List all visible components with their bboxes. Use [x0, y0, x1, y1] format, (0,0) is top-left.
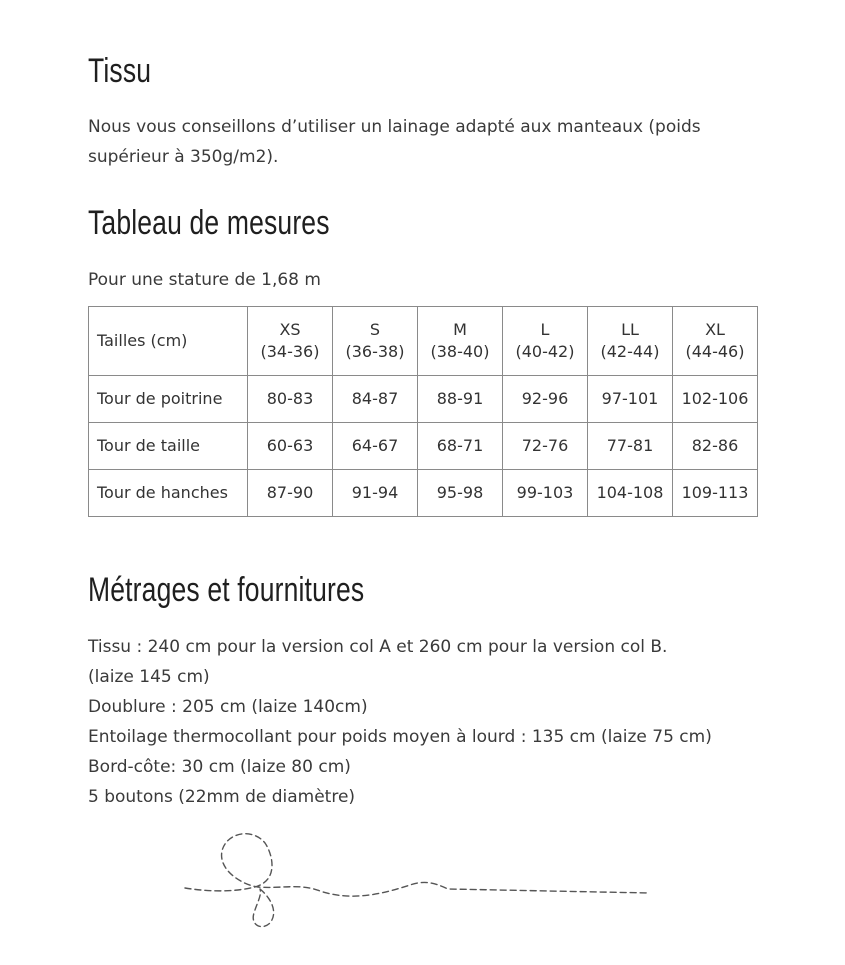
tableau-subtitle: Pour une stature de 1,68 m	[88, 270, 321, 290]
table-cell: 95-98	[418, 470, 503, 517]
table-cell: 60-63	[248, 423, 333, 470]
table-cell: 99-103	[503, 470, 588, 517]
table-cell: 72-76	[503, 423, 588, 470]
table-cell: 97-101	[588, 376, 673, 423]
size-header-xs	[248, 307, 333, 376]
table-cell: 80-83	[248, 376, 333, 423]
size-header-l	[503, 307, 588, 376]
row-label: Tour de taille	[89, 423, 248, 470]
table-row-poitrine	[89, 376, 758, 423]
size-name: M	[453, 320, 467, 339]
size-range: (42-44)	[600, 342, 660, 361]
row-label: Tour de hanches	[89, 470, 248, 517]
size-table-header-label: Tailles (cm)	[89, 307, 248, 376]
tissu-title: Tissu	[88, 52, 152, 90]
size-header-s	[333, 307, 418, 376]
table-cell: 77-81	[588, 423, 673, 470]
size-header-ll	[588, 307, 673, 376]
size-name: L	[540, 320, 550, 339]
size-table	[88, 306, 758, 517]
table-cell: 104-108	[588, 470, 673, 517]
tissu-description	[88, 112, 701, 172]
size-header-xl	[673, 307, 758, 376]
size-header-m	[418, 307, 503, 376]
table-row-hanches	[89, 470, 758, 517]
metrages-list	[88, 632, 712, 812]
metrages-line: Bord-côte: 30 cm (laize 80 cm)	[88, 757, 351, 777]
metrages-line: Entoilage thermocollant pour poids moyen à lourd : 135 cm (laize 75 cm)	[88, 727, 712, 747]
table-cell: 91-94	[333, 470, 418, 517]
thread-main-line	[185, 834, 650, 896]
thread-lower-loop	[253, 889, 273, 927]
table-cell: 68-71	[418, 423, 503, 470]
table-cell: 92-96	[503, 376, 588, 423]
size-range: (34-36)	[260, 342, 320, 361]
table-cell: 102-106	[673, 376, 758, 423]
size-range: (38-40)	[430, 342, 490, 361]
size-range: (44-46)	[685, 342, 745, 361]
metrages-line: Doublure : 205 cm (laize 140cm)	[88, 697, 368, 717]
tableau-title: Tableau de mesures	[88, 204, 330, 242]
tissu-description-line: supérieur à 350g/m2).	[88, 147, 279, 167]
dashed-thread-loop-icon	[180, 825, 660, 935]
metrages-line: Tissu : 240 cm pour la version col A et 260 cm pour la version col B.	[88, 637, 668, 657]
size-name: LL	[621, 320, 639, 339]
table-cell: 82-86	[673, 423, 758, 470]
metrages-line: 5 boutons (22mm de diamètre)	[88, 787, 356, 807]
thread-path	[185, 834, 650, 927]
metrages-line: (laize 145 cm)	[88, 667, 210, 687]
size-table-header-row	[89, 307, 758, 376]
size-range: (36-38)	[345, 342, 405, 361]
table-cell: 88-91	[418, 376, 503, 423]
table-cell: 84-87	[333, 376, 418, 423]
table-cell: 87-90	[248, 470, 333, 517]
table-cell: 109-113	[673, 470, 758, 517]
size-name: S	[369, 320, 381, 339]
metrages-title: Métrages et fournitures	[88, 571, 365, 609]
row-label: Tour de poitrine	[89, 376, 248, 423]
size-range: (40-42)	[515, 342, 575, 361]
table-cell: 64-67	[333, 423, 418, 470]
tissu-description-line: Nous vous conseillons d’utiliser un lainage adapté aux manteaux (poids	[88, 117, 701, 137]
size-name: XL	[705, 320, 725, 339]
size-name: XS	[279, 320, 301, 339]
table-row-taille	[89, 423, 758, 470]
